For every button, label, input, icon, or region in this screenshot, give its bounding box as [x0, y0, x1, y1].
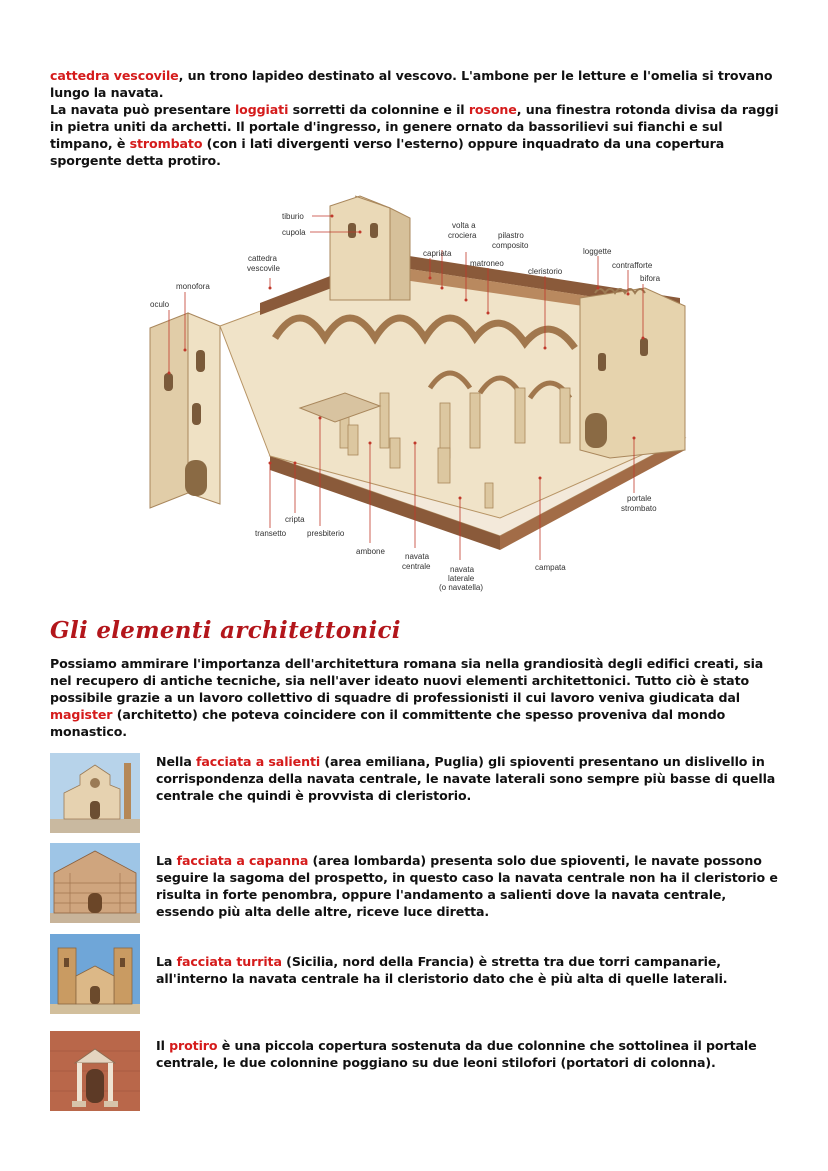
protiro-photo: [50, 1031, 140, 1111]
item-text-post: è una piccola copertura sostenuta da due colonnine che sottolinea il portale centrale, le due colonnine poggiano su due leoni stilofori (portatori di colonna).: [156, 1038, 757, 1070]
term-facciata-a-salienti: facciata a salienti: [196, 754, 321, 769]
label-vescovile: vescovile: [247, 264, 280, 273]
item-text-post: (area emiliana, Puglia) gli spioventi presentano un dislivello in corrispondenza della navata centrale, le navate laterali sono sempre più basse di quella centrale che quindi è provvista di cleristorio.: [156, 754, 776, 803]
label-navata: navata: [405, 552, 430, 561]
label-presbiterio: presbiterio: [307, 529, 345, 538]
label-bifora: bifora: [640, 274, 661, 283]
monofora-window: [196, 350, 205, 372]
item-text-pre: Nella: [156, 754, 196, 769]
term-magister: magister: [50, 707, 113, 722]
label-strombato: strombato: [621, 504, 657, 513]
term-facciata-turrita: facciata turrita: [176, 954, 282, 969]
intro-paragraph-1: [50, 67, 780, 101]
label-capriata: capriata: [423, 249, 452, 258]
tiburio-tower: [330, 196, 390, 300]
label-laterale: laterale: [448, 574, 475, 583]
label-oculo: oculo: [150, 300, 170, 309]
label-pilastro: pilastro: [498, 231, 524, 240]
item-text-post: (area lombarda) presenta solo due spioventi, le navate possono seguire la sagoma del prospetto, in questo caso la navata centrale non ha il cleristorio e risulta in forte penombra, oppure l'andamento a salienti dove la navata centrale, essendo più alta delle altre, riceve luce diretta.: [156, 853, 778, 919]
intro-text: , un trono lapideo destinato al vescovo. L'ambone per le letture e l'omelia si trovano lungo la navata.: [50, 68, 773, 100]
label-tiburio: tiburio: [282, 212, 304, 221]
cathedral-cutaway-diagram: [140, 188, 700, 598]
label-cripta: cripta: [285, 515, 305, 524]
item-text: [156, 753, 781, 804]
intro-text: La navata può presentare: [50, 102, 235, 117]
facciata-capanna-photo: [50, 843, 140, 923]
section-text: Possiamo ammirare l'importanza dell'architettura romana sia nella grandiosità degli edifici creati, sia nel recupero di antiche tecniche, sia nell'aver ideato nuovi elementi architettonici. Tutto ciò è stato possibile grazie a un lavoro collettivo di squadre di professionisti il cui lavoro veniva giudicata dal: [50, 656, 764, 705]
term-rosone: rosone: [468, 102, 517, 117]
window: [192, 403, 201, 425]
label-volta-a: volta a: [452, 221, 476, 230]
portal: [185, 460, 207, 496]
term-protiro: protiro: [169, 1038, 218, 1053]
label-cleristorio: cleristorio: [528, 267, 563, 276]
label-cattedra: cattedra: [248, 254, 277, 263]
label-contrafforte: contrafforte: [612, 261, 653, 270]
tower-window: [348, 223, 356, 238]
item-text-pre: La: [156, 954, 177, 969]
intro-text: (con i lati divergenti verso l'esterno) oppure inquadrato da una copertura sporgente detta protiro.: [50, 136, 725, 168]
label-crociera: crociera: [448, 231, 477, 240]
tower-window: [370, 223, 378, 238]
label-ambone: ambone: [356, 547, 385, 556]
label-monofora: monofora: [176, 282, 210, 291]
oculo-window: [164, 373, 173, 391]
label-composito: composito: [492, 241, 529, 250]
item-text-pre: La: [156, 853, 177, 868]
item-text-pre: Il: [156, 1038, 170, 1053]
item-text: [156, 953, 781, 987]
intro-text: sorretti da colonnine e il: [288, 102, 469, 117]
term-cattedra-vescovile: cattedra vescovile: [50, 68, 179, 83]
label-centrale: centrale: [402, 562, 431, 571]
label-matroneo: matroneo: [470, 259, 504, 268]
section-title: Gli elementi architettonici: [50, 617, 401, 644]
term-strombato: strombato: [129, 136, 203, 151]
window: [598, 353, 606, 371]
section-paragraph: [50, 655, 780, 740]
label-navata-laterale: navata: [450, 565, 475, 574]
section-text: (architetto) che poteva coincidere con il committente che spesso proveniva dal mondo monastico.: [50, 707, 726, 739]
label-portale: portale: [627, 494, 652, 503]
item-text: [156, 852, 781, 920]
facciata-turrita-photo: [50, 934, 140, 1014]
item-text-post: (Sicilia, nord della Francia) è stretta tra due torri campanarie, all'interno la navata centrale ha il cleristorio dato che è più alta di quelle laterali.: [156, 954, 728, 986]
item-text: [156, 1037, 781, 1071]
term-loggiati: loggiati: [234, 102, 289, 117]
label-navatella: (o navatella): [439, 583, 484, 592]
label-transetto: transetto: [255, 529, 287, 538]
portale-strombato: [585, 413, 607, 448]
intro-text: , una finestra rotonda divisa da raggi in pietra uniti da archetti. Il portale d'ingresso, in genere ornato da bassorilievi sui fianchi e sul timpano, è: [50, 102, 779, 151]
facciata-salienti-photo: [50, 753, 140, 833]
term-facciata-a-capanna: facciata a capanna: [176, 853, 309, 868]
label-campata: campata: [535, 563, 566, 572]
bifora-window: [640, 338, 648, 356]
intro-paragraph-2: [50, 101, 780, 169]
label-loggette: loggette: [583, 247, 612, 256]
label-cupola: cupola: [282, 228, 306, 237]
